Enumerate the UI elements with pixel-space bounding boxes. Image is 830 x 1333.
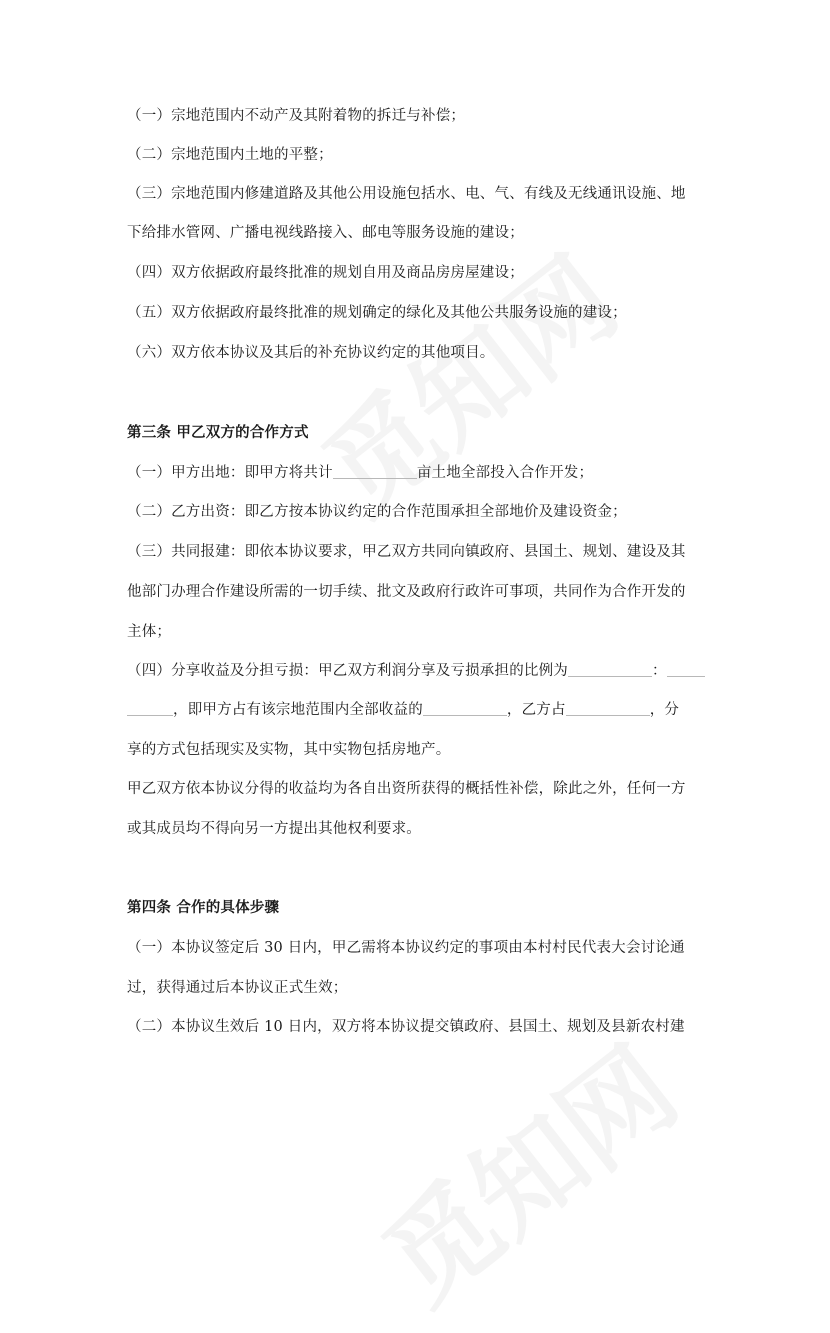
article-3-heading: 第三条 甲乙双方的合作方式 xyxy=(127,425,309,441)
article-3-item-4-line-3: 享的方式包括现实及实物，其中实物包括房地产。 xyxy=(127,742,451,758)
article-3-item-4-line-1 xyxy=(127,659,705,680)
article-4-item-2-line-1: （二）本协议生效后 10 日内，双方将本协议提交镇政府、县国土、规划及县新农村建 xyxy=(127,1019,685,1035)
article-3-paragraph-line-2: 或其成员均不得向另一方提出其他权利要求。 xyxy=(127,821,421,837)
list-item: （二）宗地范围内土地的平整； xyxy=(127,147,333,163)
article-4-item-1-line-1: （一）本协议签定后 30 日内，甲乙需将本协议约定的事项由本村村民代表大会讨论通 xyxy=(127,940,685,956)
list-item: （三）宗地范围内修建道路及其他公用设施包括水、电、气、有线及无线通讯设施、地 xyxy=(127,186,686,202)
list-item: （四）双方依据政府最终批准的规划自用及商品房房屋建设； xyxy=(127,265,524,281)
article-3-item-4-part-d: ，分 xyxy=(649,702,680,718)
article-3-item-4-part-c: ，乙方占 xyxy=(506,702,566,718)
ratio-party-b-blank-end[interactable] xyxy=(127,701,173,716)
article-3-item-1-suffix: 亩土地全部投入合作开发； xyxy=(416,465,594,481)
article-4-item-1-line-2: 过，获得通过后本协议正式生效； xyxy=(127,980,348,996)
list-item: （一）宗地范围内不动产及其附着物的拆迁与补偿； xyxy=(127,108,466,124)
article-3-item-4-line-2 xyxy=(127,698,679,719)
article-4-heading: 第四条 合作的具体步骤 xyxy=(127,900,280,916)
party-a-share-blank[interactable] xyxy=(423,701,507,716)
article-3-item-3-line-1: （三）共同报建：即依本协议要求，甲乙双方共同向镇政府、县国土、规划、建设及其 xyxy=(127,544,686,560)
list-item: （六）双方依本协议及其后的补充协议约定的其他项目。 xyxy=(127,345,495,361)
article-3-item-1 xyxy=(127,461,593,482)
article-3-item-3-line-2: 他部门办理合作建设所需的一切手续、批文及政府行政许可事项，共同作为合作开发的 xyxy=(127,584,686,600)
article-3-item-1-text: （一）甲方出地：即甲方将共计 xyxy=(127,465,333,481)
ratio-party-a-blank[interactable] xyxy=(568,662,652,677)
list-item: 下给排水管网、广播电视线路接入、邮电等服务设施的建设； xyxy=(127,225,524,241)
watermark-bottom xyxy=(346,1005,703,1333)
land-area-blank[interactable] xyxy=(333,464,417,479)
article-3-item-4-part-b: ，即甲方占有该宗地范围内全部收益的 xyxy=(173,702,423,718)
list-item: （五）双方依据政府最终批准的规划确定的绿化及其他公共服务设施的建设； xyxy=(127,305,627,321)
ratio-colon: ： xyxy=(652,663,667,679)
ratio-party-b-blank-start[interactable] xyxy=(667,662,705,677)
article-3-item-3-line-3: 主体； xyxy=(127,624,172,640)
article-3-item-2: （二）乙方出资：即乙方按本协议约定的合作范围承担全部地价及建设资金； xyxy=(127,504,627,520)
article-3-item-4-text: （四）分享收益及分担亏损：甲乙双方利润分享及亏损承担的比例为 xyxy=(127,663,568,679)
party-b-share-blank[interactable] xyxy=(566,701,650,716)
article-3-paragraph-line-1: 甲乙双方依本协议分得的收益均为各自出资所获得的概括性补偿，除此之外，任何一方 xyxy=(127,781,686,797)
